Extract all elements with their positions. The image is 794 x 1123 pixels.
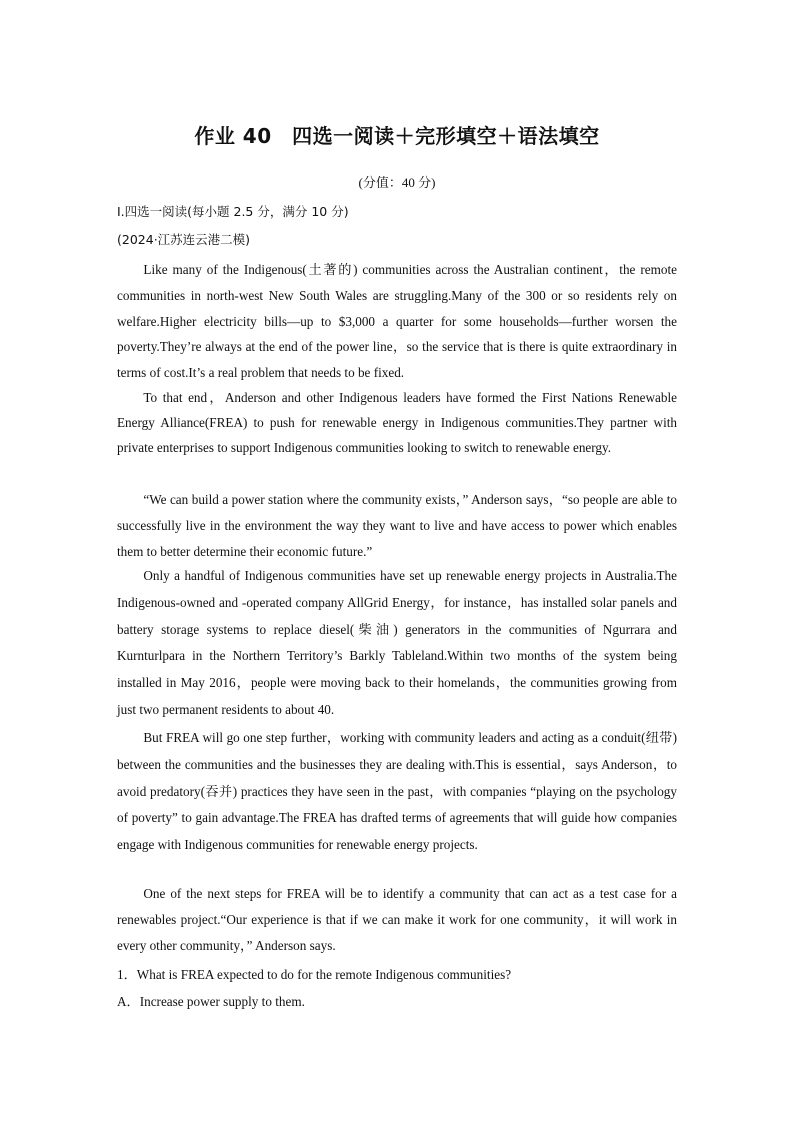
score-note: (分值：40 分): [358, 175, 436, 190]
paragraph-1: Like many of the Indigenous(土著的) communities across the Australian continent，the remote communities in north-west New South Wales are struggling.Many of the 300 or so residents rely on welfare.Higher electricity bills—up to $3,000 a quarter for some households—further worsen the poverty.They’re always at the end of the power line，so the service that is there is quite extraordinary in terms of cost.It’s a real problem that needs to be fixed.: [117, 262, 677, 381]
page-title: 作业 40 四选一阅读＋完形填空＋语法填空: [194, 124, 600, 148]
section-heading: Ⅰ.四选一阅读(每小题 2.5 分，满分 10 分): [117, 204, 349, 219]
paragraph-6: One of the next steps for FREA will be to identify a community that can act as a test case for a renewables project.“Our experience is that if we can make it work for one community，it will work in every other community，” Anderson says.: [117, 886, 677, 953]
paragraph-5: But FREA will go one step further，working with community leaders and acting as a conduit(纽带) between the communities and the businesses they are dealing with.This is essential，says Anderson，to avoid predatory(吞并) practices they have seen in the past，with companies “playing on the psychology of poverty” to gain advantage.The FREA has drafted terms of agreements that will guide how companies engage with Indigenous communities for renewable energy projects.: [117, 730, 677, 853]
source-note: (2024·江苏连云港二模): [117, 232, 251, 247]
question-1: 1．What is FREA expected to do for the remote Indigenous communities?: [117, 967, 512, 982]
paragraph-2: To that end，Anderson and other Indigenous leaders have formed the First Nations Renewable Energy Alliance(FREA) to push for renewable energy in Indigenous communities.They partner with private enterprises to support Indigenous communities looking to switch to renewable energy.: [117, 390, 677, 455]
paragraph-3: “We can build a power station where the community exists，” Anderson says，“so people are able to successfully live in the environment the way they want to live and have access to power which enables them to better determine their economic future.”: [117, 492, 677, 559]
option-a: A．Increase power supply to them.: [117, 994, 305, 1009]
paragraph-4: Only a handful of Indigenous communities have set up renewable energy projects in Australia.The Indigenous-owned and -operated company AllGrid Energy，for instance，has installed solar panels and battery storage systems to replace diesel(柴油) generators in the communities of Ngurrara and Kurnturlpara in the Northern Territory’s Barkly Tableland.Within two months of the system being installed in May 2016，people were moving back to their homelands，the communities growing from just two permanent residents to about 40.: [117, 568, 677, 717]
